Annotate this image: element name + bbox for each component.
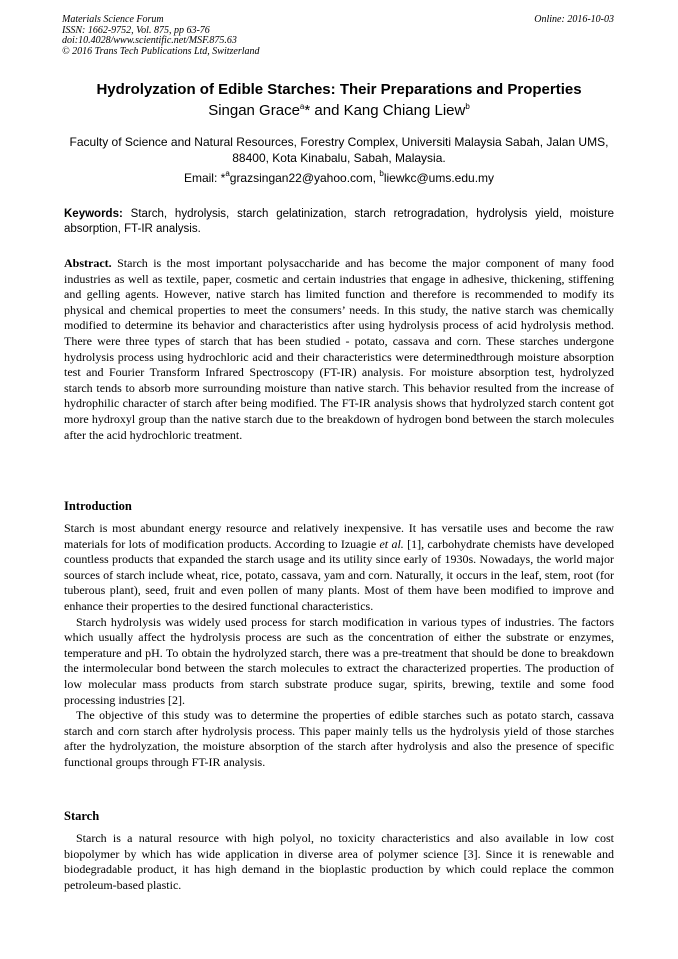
- journal-header: [62, 15, 260, 57]
- email-a-link[interactable]: grazsingan22@yahoo.com,: [229, 171, 380, 185]
- abstract-label: Abstract.: [64, 256, 112, 270]
- introduction-heading: Introduction: [64, 499, 132, 513]
- introduction-body: [64, 521, 614, 771]
- intro-paragraph-1: [64, 521, 614, 615]
- email-b-link[interactable]: liewkc@ums.edu.my: [383, 171, 495, 185]
- email-b-mark: b: [379, 169, 384, 178]
- intro-paragraph-3: The objective of this study was to determine the properties of edible starches such as potato starch, cassava starch and corn starch after hydrolysis process. This paper mainly tells us the hydrolysis yield of those starches after the hydrolyzation, the moisture absorption of the starch after hydrolysis and also the presence of specific functional groups through FT-IR analysis.: [64, 708, 614, 769]
- intro-p1-etal: et al.: [379, 536, 404, 551]
- copyright: © 2016 Trans Tech Publications Ltd, Switzerland: [62, 45, 260, 57]
- doi: doi:10.4028/www.scientific.net/MSF.875.63: [62, 35, 237, 47]
- keywords: [64, 207, 614, 237]
- online-date: Online: 2016-10-03: [534, 14, 614, 25]
- intro-paragraph-2: Starch hydrolysis was widely used process for starch modification in various types of industries. The factors which usually affect the hydrolysis process are such as the concentration of either the substrate or enzymes, temperature and pH. To obtain the hydrolyzed starch, there was a pre-treatment that should be done to breakdown the intermolecular bond between the starch molecules to extract the characterized properties. The production of low molecular mass products from starch substrate produce sugar, spirits, brewing, textile and some food processing industries [2].: [64, 614, 614, 707]
- corresponding-mark: *: [304, 102, 311, 119]
- keywords-text: Starch, hydrolysis, starch gelatinization, starch retrogradation, hydrolysis yield, moisture absorption, FT-IR analysis.: [64, 208, 614, 235]
- author-1: Singan Grace: [208, 102, 300, 119]
- paper-title: Hydrolyzation of Edible Starches: Their Preparations and Properties: [96, 81, 582, 98]
- author-line: [40, 102, 638, 120]
- issn: ISSN: 1662-9752, Vol. 875, pp 63-76: [62, 24, 210, 36]
- keywords-label: Keywords:: [64, 208, 123, 220]
- affiliation: Faculty of Science and Natural Resources, Forestry Complex, Universiti Malaysia Sabah, Jalan UMS, 88400, Kota Kinabalu, Sabah, Malaysia.: [69, 135, 609, 165]
- abstract-text: Starch is the most important polysaccharide and has become the major component of many food industries as well as textile, paper, cosmetic and certain industries that engage in adhesive, thickening, stiffening and gelling agents. However, native starch has limited function and therefore is recommended to modify its physical and chemical properties to meet the consumers’ needs. In this study, the native starch was chemically modified to determine its behavior and characteristics after using hydrolysis process of acid hydrolysis method. There were three types of starch that has been studied - potato, cassava and corn. These starches undergone hydrolysis process using hydrochloric acid and their characteristics were determinedthrough moisture absorption test and Fourier Transform Infrared Spectroscopy (FT-IR) analysis. For moisture absorption test, hydrolyzed starch tends to absorb more surrounding moisture than native starch. This behavior resulted from the increase of hydrophilic character of starch after being modified. The FT-IR analysis shows that hydrolyzed starch content got more hydroxyl group than the native starch due to the breakdown of hydrogen bond between the starch molecules after the acid hydrochloric treatment.: [64, 256, 614, 442]
- email-line: [40, 171, 638, 186]
- author-2: and Kang Chiang Liew: [310, 102, 466, 119]
- email-label: Email:: [183, 171, 221, 185]
- abstract: [64, 256, 614, 443]
- intro-p1-text-b: [1], carbohydrate chemists have developed countless products that expanded the starch usage and its utility since early of 1930s. Nowadays, the world major sources of starch include wheat, rice, potato, cassava, yam and corn. Naturally, it occurs in the leaf, stem, root (for tuberous plant), seed, fruit and even pollen of many plants. Most of them have been modified to improve and enhance their properties to the desired functional characteristics.: [64, 536, 614, 613]
- starch-paragraph-1: Starch is a natural resource with high polyol, no toxicity characteristics and also available in low cost biopolymer by which has wide application in diverse area of polymer science [3]. Since it is renewable and biodegradable product, it has high demand in the bioplastic production by which could replace the common petroleum-based plastic.: [64, 831, 614, 892]
- starch-heading: Starch: [64, 809, 100, 823]
- author-2-affil-mark: b: [465, 102, 470, 111]
- email-star: *: [220, 171, 226, 185]
- intro-p1-text-a: Starch is most abundant energy resource and relatively inexpensive. It has versatile uses and become the raw materials for lots of modification products. According to Izuagie: [64, 521, 614, 551]
- starch-body: [64, 831, 614, 893]
- author-1-affil-mark: a: [299, 102, 305, 111]
- email-a-mark: a: [225, 169, 230, 178]
- journal-name: Materials Science Forum: [62, 14, 164, 25]
